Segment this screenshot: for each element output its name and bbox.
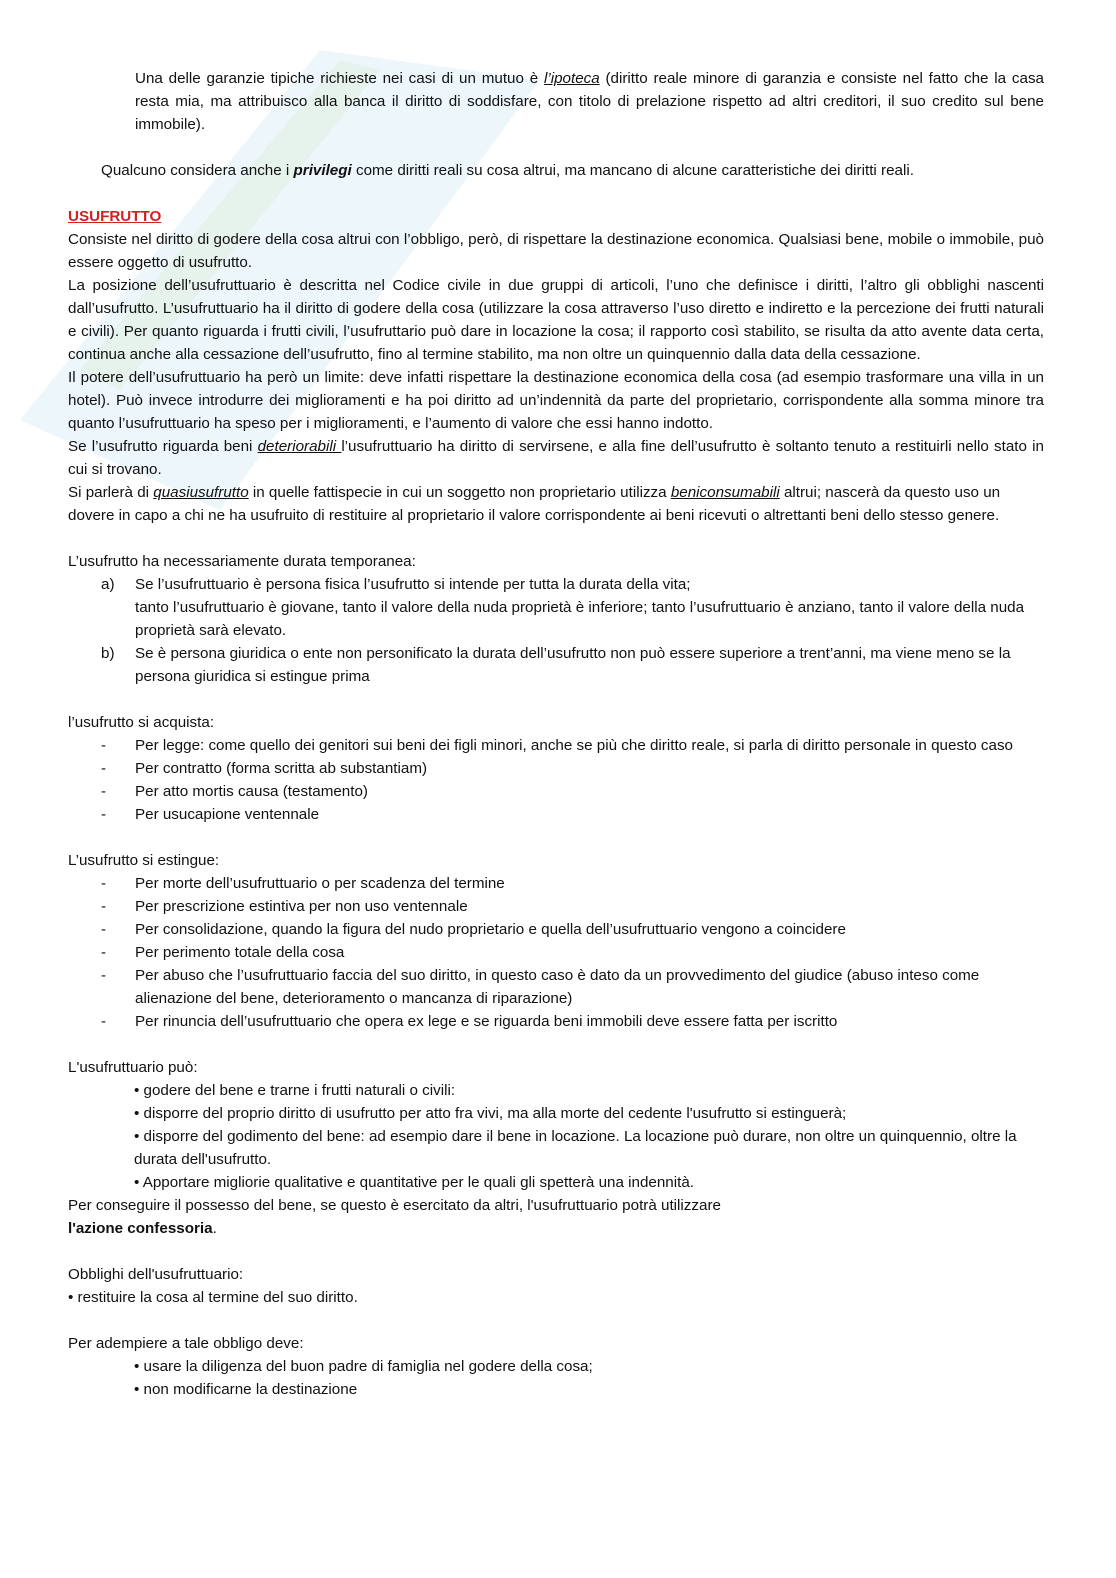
list-item bbox=[68, 573, 1044, 642]
list-item-text: Per morte dell’usufruttuario o per scadenza del termine bbox=[135, 875, 505, 892]
azione-confessoria-term: l'azione confessoria bbox=[68, 1220, 213, 1237]
estingue-title: L’usufrutto si estingue: bbox=[68, 852, 220, 869]
list-marker: - bbox=[101, 967, 107, 984]
list-marker: a) bbox=[101, 576, 115, 593]
list-item bbox=[68, 964, 1044, 1010]
quasiusufrutto-paragraph bbox=[68, 481, 1044, 527]
list-item bbox=[68, 895, 1044, 918]
ipoteca-text-start: Una delle garanzie tipiche richieste nei casi di un mutuo è bbox=[135, 70, 544, 87]
possesso-end: . bbox=[212, 1220, 217, 1237]
list-item-text: Per perimento totale della cosa bbox=[135, 944, 345, 961]
quasiusufrutto-term: quasiusufrutto bbox=[153, 484, 249, 501]
list-marker: - bbox=[101, 783, 107, 800]
list-marker: - bbox=[101, 806, 107, 823]
estingue-list bbox=[68, 872, 1044, 1033]
quasi-text-mid: in quelle fattispecie in cui un soggetto non proprietario utilizza bbox=[248, 484, 671, 501]
puo-title: L'usufruttuario può: bbox=[68, 1059, 198, 1076]
deteriorabili-text-start: Se l’usufrutto riguarda beni bbox=[68, 438, 258, 455]
intro-paragraph-3: Il potere dell’usufruttuario ha però un limite: deve infatti rispettare la destinazione economica della cosa (ad esempio trasformare una villa in un hotel). Può invece introdurre dei miglioramenti e ha poi diritto ad un’indennità da parte del proprietario, corrispondente alla somma minore tra quanto l’usufruttuario ha speso per i miglioramenti, e l’aumento di valore che essi hanno indotto. bbox=[68, 369, 1044, 432]
list-item bbox=[68, 803, 1044, 826]
quasi-text-end: altrui; nascerà da questo uso un dovere in capo a chi ne ha usufruito di restituire al proprietario il valore corrispondente ai beni ricevuti o altrettanti beni dello stesso genere. bbox=[68, 484, 1001, 524]
privilegi-text-start: Qualcuno considera anche i bbox=[101, 162, 294, 179]
list-item-text: Per contratto (forma scritta ab substantiam) bbox=[135, 760, 428, 777]
list-item-text: Per consolidazione, quando la figura del nudo proprietario e quella dell’usufruttuario vengono a coincidere bbox=[135, 921, 846, 938]
privilegi-text-end: come diritti reali su cosa altrui, ma mancano di alcune caratteristiche dei diritti reali. bbox=[351, 162, 914, 179]
list-item bbox=[68, 642, 1044, 688]
section-heading-usufrutto: USUFRUTTO bbox=[68, 208, 162, 225]
list-item-text: Per atto mortis causa (testamento) bbox=[135, 783, 368, 800]
list-item: • godere del bene e trarne i frutti naturali o civili: bbox=[134, 1082, 456, 1099]
intro-paragraph-1: Consiste nel diritto di godere della cosa altrui con l’obbligo, però, di rispettare la destinazione economica. Qualsiasi bene, mobile o immobile, può essere oggetto di usufrutto. bbox=[68, 231, 1044, 271]
beniconsumabili-term: beniconsumabili bbox=[670, 484, 780, 501]
document-page bbox=[68, 67, 1044, 1401]
list-marker: - bbox=[101, 1013, 107, 1030]
acquista-list bbox=[68, 734, 1044, 826]
list-item: • usare la diligenza del buon padre di famiglia nel godere della cosa; bbox=[134, 1358, 593, 1375]
list-marker: - bbox=[101, 737, 107, 754]
list-item: • Apportare migliorie qualitative e quantitative per le quali gli spetterà una indennità. bbox=[134, 1174, 695, 1191]
list-item bbox=[68, 757, 1044, 780]
list-item bbox=[68, 941, 1044, 964]
acquista-title: l’usufrutto si acquista: bbox=[68, 714, 215, 731]
list-item-text: Se l’usufruttuario è persona fisica l’usufrutto si intende per tutta la durata della vita; bbox=[135, 576, 691, 593]
deteriorabili-text-end: l’usufruttuario ha diritto di servirsene, e alla fine dell’usufrutto è soltanto tenuto a restituirli nello stato in cui si trovano. bbox=[68, 438, 1044, 478]
list-marker: - bbox=[101, 875, 107, 892]
adempiere-title: Per adempiere a tale obbligo deve: bbox=[68, 1335, 304, 1352]
list-marker: - bbox=[101, 898, 107, 915]
durata-list bbox=[68, 573, 1044, 688]
list-item-text: Per prescrizione estintiva per non uso ventennale bbox=[135, 898, 468, 915]
list-item: • disporre del proprio diritto di usufrutto per atto fra vivi, ma alla morte del cedente l'usufrutto si estinguerà; bbox=[134, 1105, 847, 1122]
deteriorabili-term: deteriorabili bbox=[257, 438, 342, 455]
list-item-text: Per rinuncia dell’usufruttuario che opera ex lege e se riguarda beni immobili deve essere fatta per iscritto bbox=[135, 1013, 838, 1030]
list-marker: - bbox=[101, 921, 107, 938]
adempiere-list bbox=[68, 1355, 1044, 1401]
ipoteca-text-end: (diritto reale minore di garanzia e consiste nel fatto che la casa resta mia, ma attribuisco alla banca il diritto di soddisfare, con titolo di prelazione rispetto ad altri creditori, il suo credito sul bene immobile). bbox=[135, 70, 1044, 133]
possesso-text: Per conseguire il possesso del bene, se questo è esercitato da altri, l'usufruttuario potrà utilizzare bbox=[68, 1197, 721, 1214]
obblighi-item: • restituire la cosa al termine del suo diritto. bbox=[68, 1289, 358, 1306]
list-item bbox=[68, 918, 1044, 941]
quasi-text-start: Si parlerà di bbox=[68, 484, 154, 501]
deteriorabili-paragraph bbox=[68, 435, 1044, 481]
ipoteca-term: l’ipoteca bbox=[543, 70, 600, 87]
list-item bbox=[68, 734, 1044, 757]
list-item bbox=[68, 872, 1044, 895]
privilegi-paragraph bbox=[68, 159, 1044, 182]
privilegi-term: privilegi bbox=[293, 162, 352, 179]
list-item: • disporre del godimento del bene: ad esempio dare il bene in locazione. La locazione può durare, non oltre un quinquennio, oltre la durata dell'usufrutto. bbox=[134, 1128, 1017, 1168]
list-item-text: Se è persona giuridica o ente non personificato la durata dell’usufrutto non può essere superiore a trent’anni, ma viene meno se la persona giuridica si estingue prima bbox=[135, 645, 1011, 685]
puo-list bbox=[68, 1079, 1044, 1194]
list-item-text: Per abuso che l’usufruttuario faccia del suo diritto, in questo caso è dato da un provvedimento del giudice (abuso inteso come alienazione del bene, deterioramento o mancanza di riparazione) bbox=[135, 967, 980, 1007]
intro-paragraph-2: La posizione dell’usufruttuario è descritta nel Codice civile in due gruppi di articoli, l’uno che definisce i diritti, l’altro gli obblighi nascenti dall’usufrutto. L’usufruttuario ha il diritto di godere della cosa (utilizzare la cosa attraverso l’uso diretto e indiretto e la percezione dei frutti naturali e civili). Per quanto riguarda i frutti civili, l’usufruttario può dare in locazione la cosa; il rapporto così stabilito, se risulta da atto avente data certa, continua anche alla cessazione dell’usufrutto, fino al termine stabilito, ma non oltre un quinquennio dalla data della cessazione. bbox=[68, 277, 1044, 363]
list-marker: b) bbox=[101, 645, 115, 662]
list-item bbox=[68, 780, 1044, 803]
list-item: • non modificarne la destinazione bbox=[134, 1381, 358, 1398]
durata-title: L’usufrutto ha necessariamente durata temporanea: bbox=[68, 553, 416, 570]
list-item bbox=[68, 1010, 1044, 1033]
ipoteca-paragraph bbox=[68, 67, 1044, 136]
obblighi-title: Obblighi dell'usufruttuario: bbox=[68, 1266, 244, 1283]
list-item-continuation: tanto l’usufruttuario è giovane, tanto il valore della nuda proprietà è inferiore; tanto l’usufruttuario è anziano, tanto il valore della nuda proprietà sarà elevato. bbox=[135, 599, 1025, 639]
list-marker: - bbox=[101, 944, 107, 961]
possesso-paragraph bbox=[68, 1194, 1044, 1240]
list-item-text: Per usucapione ventennale bbox=[135, 806, 320, 823]
list-marker: - bbox=[101, 760, 107, 777]
list-item-text: Per legge: come quello dei genitori sui beni dei figli minori, anche se più che diritto reale, si parla di diritto personale in questo caso bbox=[135, 737, 1013, 754]
